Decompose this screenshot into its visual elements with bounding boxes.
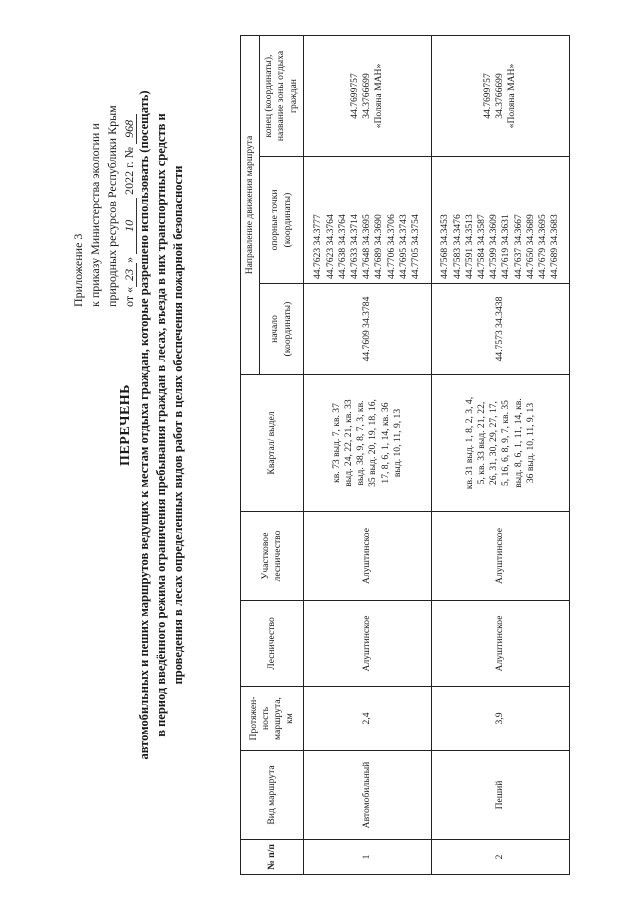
point: 44.7695 34.3743 (397, 214, 409, 279)
header-end: конец (координаты), название зоны отдыха граждан (260, 36, 304, 157)
row-num: 1 (303, 840, 431, 875)
subtitle-line-2: в период введённого режима ограничения пребывания граждан в лесах, въезда в них транспортных средств и (154, 113, 168, 737)
header-row (241, 36, 260, 875)
end-zone-name: «Поляна МАН» (506, 63, 518, 129)
appendix-title: Приложение 3 (71, 233, 85, 307)
point: 44.7633 34.3714 (349, 214, 360, 279)
point: 44.7689 34.3683 (549, 214, 561, 279)
handwritten-day: 23 (122, 263, 137, 287)
point: 44.7599 34.3609 (488, 214, 500, 279)
point: 44.7623 34.3777 (312, 214, 324, 279)
subtitle-line-1: автомобильных и пеших маршрутов ведущих к местам отдыха граждан, которые разрешено использовать (посещать) (137, 90, 151, 760)
quarter-line: 5, кв. 33 выд. 21, 22, (475, 401, 487, 485)
point: 44.7584 34.3587 (475, 214, 487, 279)
point: 44.7583 34.3476 (451, 214, 463, 279)
end-lon: 34.3766699 (361, 73, 373, 119)
row-quarter (303, 375, 431, 512)
quarter-line: 36 выд. 10, 11, 9, 13 (524, 402, 536, 484)
header-num: № п/п (241, 840, 304, 875)
handwritten-month: 10 (122, 198, 137, 254)
quarter-line: 26, 31, 30, 29, 27, 17, (488, 401, 500, 485)
table-row (431, 36, 569, 875)
row-start: 44.7573 34.3438 (431, 284, 569, 375)
point: 44.7706 34.3706 (385, 214, 397, 279)
quarter-line: 5, 16, 6, 8, 9, 7, кв. 35 (500, 400, 512, 486)
date-year: 2022 г. № (122, 146, 136, 195)
routes-table (240, 35, 570, 875)
row-start: 44.7609 34.3784 (303, 284, 431, 375)
header-direction: Направление движения маршрута (241, 36, 260, 375)
row-length: 3,9 (431, 687, 569, 751)
table-row (303, 36, 431, 875)
quarter-line: выд. 10, 11, 9, 13 (391, 408, 403, 478)
point: 44.7689 34.3690 (373, 214, 385, 279)
header-quarter: Квартал/ выдел (241, 375, 304, 512)
point: 44.7679 34.3695 (536, 214, 548, 279)
point: 44.7705 34.3754 (410, 214, 422, 279)
point: 44.7650 34.3689 (524, 214, 536, 279)
row-route-type: Автомобильный (303, 751, 431, 840)
end-lat: 44.7699757 (349, 73, 360, 119)
point: 44.7648 34.3695 (361, 214, 373, 279)
row-points (431, 157, 569, 284)
header-start: начало (координаты) (260, 284, 304, 375)
end-lat: 44.7699757 (482, 73, 493, 119)
document-title: ПЕРЕЧЕНЬ (118, 384, 133, 466)
row-forestry: Алуштинское (303, 601, 431, 687)
point: 44.7637 34.3667 (512, 214, 524, 279)
header-route-type: Вид маршрута (241, 751, 304, 840)
point: 44.7623 34.3764 (324, 214, 336, 279)
row-route-type: Пеший (431, 751, 569, 840)
header-forestry: Лесничество (241, 601, 304, 687)
quarter-line: выд. 38, 9, 8, 7, 3, кв. (355, 400, 367, 486)
document-heading (118, 5, 187, 845)
quarter-line: выд. 8, 6, 1, 11, 14, кв. (512, 398, 524, 488)
row-end (431, 36, 569, 157)
row-num: 2 (431, 840, 569, 875)
quarter-line: выд. 24, 22, 21, кв. 33 (342, 399, 354, 487)
row-district: Алуштинское (303, 512, 431, 601)
header-length: Протяжен-ность маршрута, км (241, 687, 304, 751)
handwritten-number: 968 (122, 114, 137, 144)
point: 44.7591 34.3513 (463, 214, 475, 279)
row-length: 2,4 (303, 687, 431, 751)
point: 44.7619 34.3631 (500, 214, 512, 279)
end-lon: 34.3766699 (494, 73, 506, 119)
row-end (303, 36, 431, 157)
header-points: опорные точки (координаты) (260, 157, 304, 284)
quarter-line: кв. 31 выд. 1, 8, 2, 3, 4, (463, 396, 475, 490)
quarter-line: кв. 73 выд. 7, кв. 37 (330, 403, 342, 483)
point: 44.7568 34.3453 (439, 214, 451, 279)
appendix-order-line: к приказу Министерства экологии и (88, 123, 102, 307)
row-district: Алуштинское (431, 512, 569, 601)
point: 44.7638 34.3764 (336, 214, 348, 279)
subtitle-line-3: проведения в лесах определенных видов работ в целях обеспечения пожарной безопасности (171, 165, 185, 685)
quarter-line: 35 выд. 20, 19, 18, 16, (367, 399, 379, 487)
end-zone-name: «Поляна МАН» (373, 63, 385, 129)
quarter-line: 17, 8, 6, 1, 14, кв. 36 (379, 402, 391, 484)
row-points (303, 157, 431, 284)
date-quote-close: » (122, 256, 136, 263)
row-forestry: Алуштинское (431, 601, 569, 687)
header-district-forestry: Участковое лесничество (241, 512, 304, 601)
row-quarter (431, 375, 569, 512)
date-prefix: от « (122, 286, 136, 307)
appendix-ministry-line: природных ресурсов Республики Крым (105, 105, 119, 307)
